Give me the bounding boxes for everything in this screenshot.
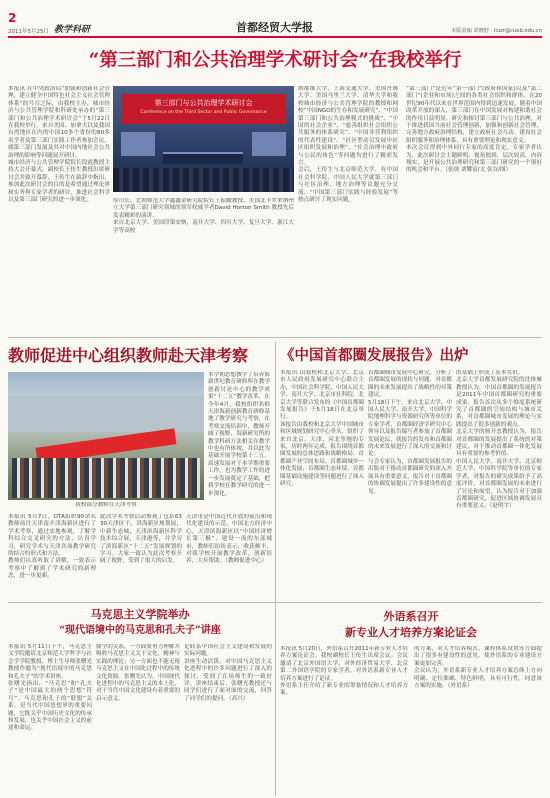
- speaker-table: [163, 152, 243, 164]
- audience: [113, 168, 294, 192]
- marx-col3: 论联系中国社会主义建设和发展的实际问题。 讲座生动活泼，对中国马克思主义化进程中的许多问题进行了深入的探讨，受到了在场师生的一致好评。讲座结束后，张曙光教授还与同学们进行了面对面的交流，回答了同学们的提问。（高兴）: [184, 644, 272, 702]
- report-col1: 本报讯 由我校和北京大学、北京市人民政府发展研究中心联合主办，中国社会科学院、中国人民大学、南开大学、北京市社科院、北京大学等联合发布的《中国首都圈发展报告》于5月18日在北京举行。 该报告由我校和北京大学中国城市和区域规划研究中心牵头，组织了来自北京、天津、河北等地的专家，历时两年完成。报告围绕首都圈发展的总体思路和战略格局、首都圈产业空间布局、首都圈城乡一体化发展、首都圈生态环境、首都圈基础设施建设等问题进行了深入研究。: [280, 370, 364, 488]
- report-headline: 《中国首都圈发展报告》出炉: [280, 347, 469, 364]
- section-divider-1: [8, 337, 542, 338]
- teachers-headline: 教师促进中心组织教师赴天津考察: [8, 346, 249, 365]
- teachers-photo-caption: 我校部分教师在天津考察: [75, 502, 137, 508]
- section-divider-2: [8, 602, 542, 603]
- teachers-group-photo: [8, 372, 204, 500]
- foreign-headline-line2: 新专业人才培养方案论证会: [345, 626, 477, 639]
- foreign-col2: 的方案，对人才培养模式、课程体系设置等方面提出了很多有建设性的意见，使外语系的专业建设方案更加完善。 会议认为，外语系新专业人才培养方案总体上方向明确、定位准确、特色鲜明，具有可行性，同意该方案的实施。（外语系）: [414, 646, 542, 690]
- top-article-col2: 原司长，北朝师范大学鑫鑫金研究院院长王振耀教授，美国北卡罗来纳州立大学第三部门研究领域的领军权威学者David Horton Smith 教授先后发表精彩的演讲。 来自北京大学、美国印第安纳，南开大学、四川大学、复旦大学、浙江大学等高校: [113, 198, 294, 234]
- report-col3: 的基础上形成了基本共识。 北京大学首都发展研究院的沈体雁教授认为，中国首都圈的发展报告是2011年中国首都圈研究的重要成果。报告首次从多个维度系统研究了首都圈的空间结构与城市关系，对首都圈城市发展的理论与实践提出了很多创新的观点。 北京大学的杨开忠教授认为，报告对首都圈的发展提出了系统的对策建议，对于推动首都圈一体化发展具有重要的参考价值。 中国人民大学、南开大学、北京师范大学、中国科学院等单位的专家学者，对报告的研究成果给予了高度评价，对首都圈发展的未来进行了讨论和展望，认为报告对于加强首都圈研究，促进区域协调发展具有重要意义。（赵明宇）: [456, 370, 542, 510]
- marx-headline: 马克思主义学院举办: [90, 608, 190, 621]
- top-article-col3: 纳都维大学、上海交通大学、美国丹佛大学、美国马里兰大学、清华大学和我校城市经济与公共管理学院的教授和网校“中国NGO的生存和发展研究”、“中国第三部门和公共治理模式的挑战”、“中国的社会企业”、“慈善组织社会组织公共服务的体系研究”、“中国非营利组织的代表性建设”、“社区型动员发展中社区组织发展和治理”、“社会治理中政府与公民的角色”等问题均进行了精彩发言。 会后，王传生与北京师范大学、有中国社会科学院、中国人民大学就第三部门与社区治理、地方治理等议题充分交流，“中国第三部门实践与经验发展”等热点研讨了现实问题。: [298, 86, 398, 204]
- conference-photo: [113, 86, 294, 192]
- page-header: [8, 8, 542, 38]
- teachers-col1: 本报讯 5月7日，OTA组织90余名教师前往天津南开津海新区进行了学术考察，通过实地参观，了解学科综合交叉研究的方法，认真学习，研究学术与天津各项教学研究的结合的形式和方法。 教师们认真听取了讲解，一致表示考察中了解到了学术研究的新理念，进一步更新。: [8, 514, 96, 580]
- header-rule: [8, 36, 542, 38]
- teachers-side-text: 本学期思想教学了培养海新世纪教育研修所在教学创新讨论中心的教学成果“十二五”教学改革，在今年4月，我校组织名师天津海新创新教育研修基地了教学研究与考察，在考察交流培训中，教师开阔了视野，海新研究所的教学科研方法相关在教学中也有所体现，并以此为基础开展学校第十二五。高速发展对于本学期重要工作，也为教学工作的进一步发展奠定了基础，把我学校在教学研究的进一步深化。: [208, 372, 270, 497]
- issue-date: 2011年5月25日: [8, 29, 49, 35]
- foreign-col1: 本报讯 5月20日，外语系召开2011年新专业人才培养方案论证会。我校副校长王传生出席会议。会议邀请了北京外国语大学、对外经济贸易大学、北京第二外国语学院的专家学者，对外语系新专业人才培养方案进行了论证。 外语系主任介绍了新专业的筹备情况和人才培养方案。: [280, 646, 408, 697]
- banner-text-cn: 第三部门与公共治理学术研讨会: [154, 99, 253, 107]
- screen-left: [121, 132, 155, 156]
- teachers-col3: 天津市是中国近代开放的前沿和现代化建设的示范，中国北方经济中心，天津滨海新区以“中国经济增长第三极”，建设一流的东部城市，教师们纷纷表示，收获颇丰，对我学校开展教学改革，创新培养，大有帮助。（教师促进中心）: [186, 514, 272, 565]
- marx-col1: 本报讯 5月11日下午，马克思主义学院邀请北京师范大学哲学与社会学学院教授、博士生导师张曙光教授作题为“现代语境中的马克思和孔夫子”的学术讲座。 张曙光指出，“马克思”和“孔夫子”是中国最大的两个思想“符号”。马克思和孔子的“联盟”关系，是当代中国思想界的重要问题，它既关乎中国历史文化的传承和发展，也关乎中国社会主义的前途和命运。: [8, 644, 92, 732]
- column-divider-mid: [275, 342, 276, 796]
- top-article-col1: 本报讯 在中央政治局“加强和创新社会管理，建立健全中国特色社会主义社会管理体系”的号召之际，由我校主办，城市经济与公共管理学院和科研处承办的“第三部门和公共治理学术研讨会”于5月22日在我校举行。来自美国、加拿大以及我国台湾地区在内的中国10多个省份的80多名学者及第三部门实践工作者参加会议，就第三部门发展及其对中国内地社会公共治理的影响等问题展开研讨。 城市经济与公共管理学院院长段霞教授主持大会开幕式，副校长王传生教授出席研讨会并致开幕辞，王传生在致辞中指出，参加此次研讨会的目的是希望通过理论界和实务界专家学者的研讨，推进社会科学以及第三部门研究的进一步深化。: [8, 86, 110, 204]
- group-people: [12, 458, 200, 498]
- foreign-headline-line1: 外语系召开: [383, 610, 439, 623]
- editor-contact: 本版责编 刘晓舒 · liuzr@cueb.edu.cn: [451, 28, 542, 34]
- top-article-col4: “第三部门”是近年“第一部门”(政府和国家)以及“第二部门”(企业和市场)之间的各类社会组织和群体。在20世纪90年代以来在世界范围内得到迅速发展。随着中国改革开放的深入，第三部门在中国发展对构建和谐社会的作用日益明显。研究和探讨第三部门与公共治理，对于推进我国当前社会管理创新，加强和创新社会管理、完善地方政府治理结构，建立政府社会互动、建设社会组织服务和治理体系，具有重要理论和现实意义。 本次会议得到中外同行专家的高度肯定，专家学者认为，此次研讨会主题鲜明、视角独到，层次较高，内容翔实，是开展公共治理研究和第三部门研究的一个很好的机会和平台。（张颂 刘耀富/文 张谷/图）: [406, 86, 542, 174]
- report-col2: 首都圈城市发展中心研究，分析了首都圈发展的现状与问题，对首都圈的未来发展提出了战略性的对策建议。 5月18日下午，来自北京大学、中国人民大学、南开大学、中国科学院地理科学与资源研究所等单位的专家学者，首都圈经济学研究中心领导以及报告编写者参加了首都圈发展论坛，就报告的发布和首都圈的未来发展进行了深入的交流和讨论。 与会专家认为，首都圈发展报告的出版对于推动首都圈研究的深入开展具有重要意义，报告对于首都圈的协调发展提出了许多建设性的意见。: [368, 370, 452, 495]
- building: [8, 396, 204, 432]
- top-headline: “第三部门和公共治理学术研讨会”在我校举行: [88, 50, 462, 71]
- screen-right: [252, 132, 286, 156]
- marx-col2: 儒学的关系，一方面要努力理解并吸收马克思主义关于文化、精神与实践的理论；另一方面也不能无视马克思主义在中国化过程中的传统文化资源。张曙光认为，中国现代化进程中的马克思主义的本土化，对于当代中国文化建设有着重要的启示意义。: [96, 644, 180, 702]
- marx-subheadline: “现代语境中的马克思和孔夫子”讲座: [59, 625, 221, 636]
- masthead: 首都经贸大学报: [236, 21, 313, 34]
- section-title: 教学科研: [54, 25, 91, 35]
- banner-text-en: Conference on the Third Sector and Public Governance: [140, 110, 267, 115]
- teachers-col2: 此次学术考察活动参观了包括6330天津区干、讲海新区规划展，中新生态城、天津滨海新区科学技术综合展，天津港等，并学习了滨海新区“十二五”发展规划的学习。大家一致认为此次考察开阔了视野，受到了很大的启发。: [100, 514, 182, 565]
- page-number: 2: [8, 11, 17, 25]
